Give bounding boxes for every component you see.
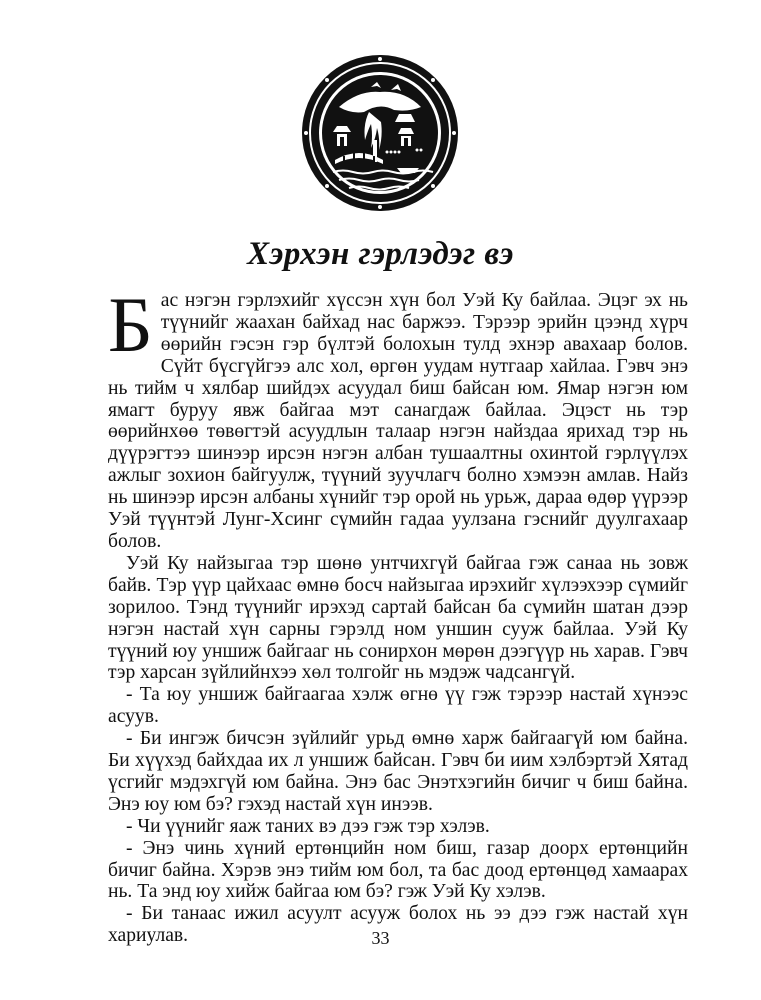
drop-cap-letter: Б <box>108 281 153 368</box>
decorative-seal-icon <box>299 52 461 214</box>
chapter-body <box>108 281 688 947</box>
paragraph-1 <box>108 281 688 553</box>
chapter-title: Хэрхэн гэрлэдэг вэ <box>247 236 514 272</box>
dialogue-line-4: - Энэ чинь хүний ертөнцийн ном биш, газар доорх ертөнцийн бичиг байна. Хэрэв энэ тийм юм бол, та бас доод ертөнцөд хамаарах нь. Та энд юу хийж байгаа юм бэ? гэж Уэй Ку хэлэв. <box>108 837 688 903</box>
dialogue-line-5: - Би танаас ижил асуулт асууж болох нь ээ дээ гэж настай хүн хариулав. <box>108 903 688 947</box>
dialogue-line-2: - Би ингэж бичсэн зүйлийг урьд өмнө харж байгаагүй юм байна. Би хүүхэд байхдаа их л уншиж байсан. Гэвч би иим хэлбэртэй Хятад үсгийг мэдэхгүй юм байна. Энэ бас Энэтхэгийн бичиг ч биш байна. Энэ юу юм бэ? гэхэд настай хүн инээв. <box>108 728 688 815</box>
dialogue-line-3: - Чи үүнийг яаж таних вэ дээ гэж тэр хэлэв. <box>126 815 490 837</box>
dialogue-line-1: - Та юу уншиж байгаагаа хэлж өгнө үү гэж тэрээр настай хүнээс асуув. <box>108 684 688 728</box>
paragraph-1-text: ас нэгэн гэрлэхийг хүссэн хүн бол Уэй Ку байлаа. Эцэг эх нь түүнийг жаахан байхад нас баржээ. Тэрээр эрийн цээнд хүрч өөрийн гэсэн гэр бүлтэй болохын тулд эхнэр авахаар болов. Сүйт бүсгүйгээ алс хол, өргөн уудам нутгаар хайлаа. Гэвч энэ нь тийм ч хялбар шийдэх асуудал биш байсан юм. Ямар нэгэн юм ямагт буруу явж байгаа мэт санагдаж байлаа. Эцэст нь тэр өөрийнхөө төвөгтэй асуудлын талаар нэгэн найздаа ярихад тэр нь дүүрэгтээ шинээр ирсэн нэгэн албан тушаалтны охинтой гэрлүүлэх ажлыг зохион байгуулж, түүний зуучлагч болно хэмээн амлав. Найз нь шинээр ирсэн албаны хүнийг тэр орой нь урьж, дараа өдөр үүрээр Уэй түүнтэй Лунг-Хсинг сүмийн гадаа уулзана гэснийг дуулгахаар болов. <box>108 290 688 552</box>
page-number: 33 <box>371 928 390 948</box>
paragraph-2: Уэй Ку найзыгаа тэр шөнө унтчихгүй байгаа гэж санаа нь зовж байв. Тэр үүр цайхаас өмнө босч найзыгаа ирэхийг хүлээхээр сүмийг зорилоо. Тэнд түүнийг ирэхэд сартай байсан ба сүмийн шатан дээр нэгэн настай хүн сарны гэрэлд ном уншин сууж байлаа. Уэй Ку түүний юу уншиж байгааг нь сонирхон мөрөн дээгүүр нь харав. Гэвч тэр харсан зүйлийнхээ хөл толгойг нь мэдэж чадсангүй. <box>108 552 688 684</box>
